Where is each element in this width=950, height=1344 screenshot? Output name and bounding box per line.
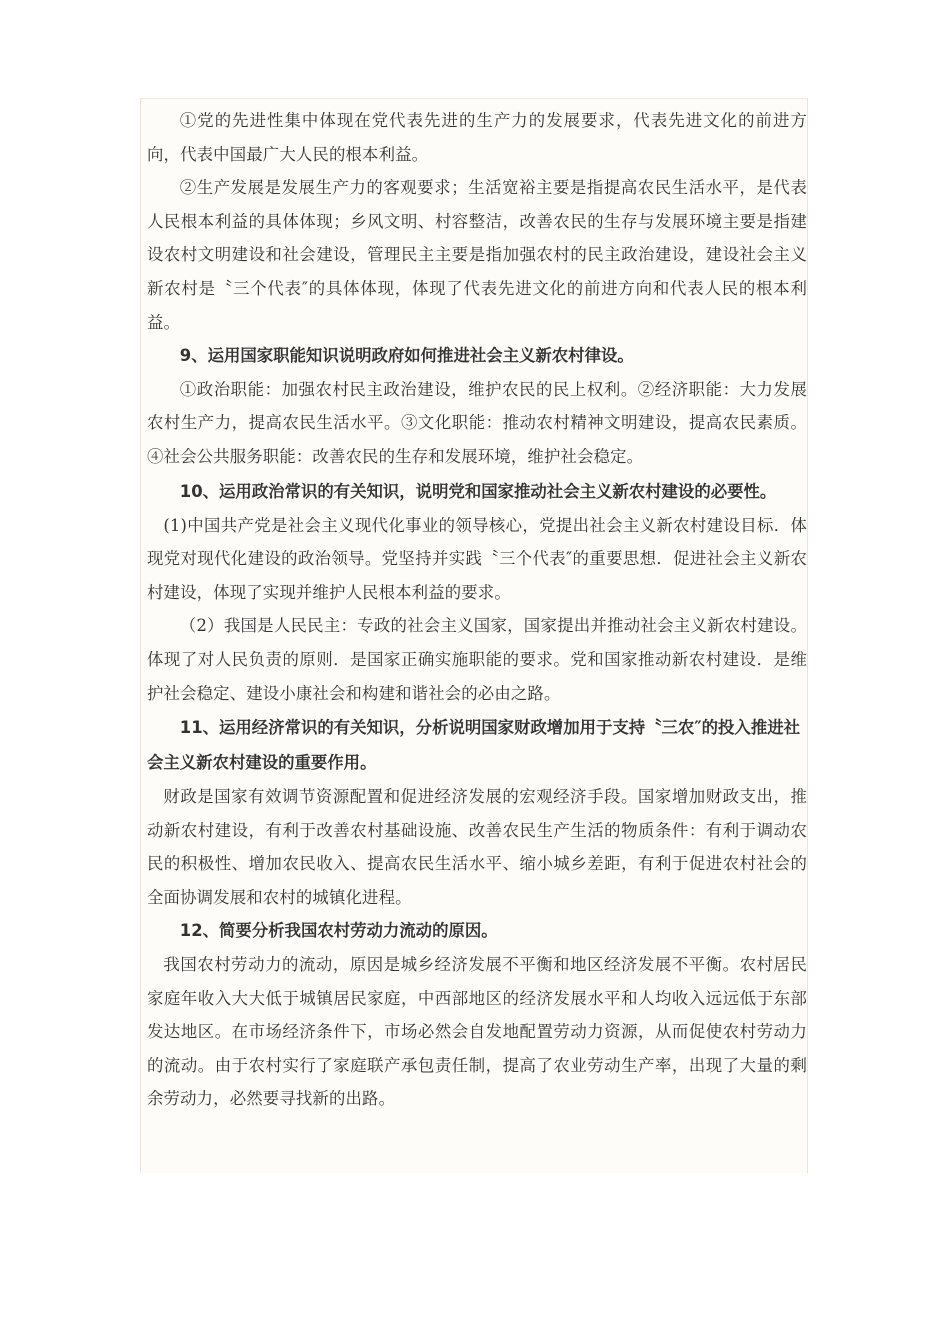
question-11-heading: 11、运用经济常识的有关知识，分析说明国家财政增加用于支持〝三农″的投入推进社会主义新农村建设的重要作用。 — [147, 718, 800, 773]
question-9-heading: 9、运用国家职能知识说明政府如何推进社会主义新农村律设。 — [179, 346, 634, 366]
document-content — [140, 98, 808, 1173]
paragraph-production-development: ②生产发展是发展生产力的客观要求；生活宽裕主要是指提高农民生活水平，是代表人民根本利益的具体体现；乡风文明、村容整洁，改善农民的生存与发展环境主要是指建设农村文明建设和社会建设，管理民主主要是指加强农村的民主政治建设，建设社会主义新农村是〝三个代表″的具体体现，体现了代表先进文化的前进方向和代表人民的根本利益。 — [147, 178, 807, 332]
question-10-heading: 10、运用政治常识的有关知识，说明党和国家推动社会主义新农村建设的必要性。 — [179, 481, 777, 501]
question-12-heading: 12、简要分析我国农村劳动力流动的原因。 — [179, 921, 498, 941]
paragraph-people-democracy: （2）我国是人民民主：专政的社会主义国家，国家提出并推动社会主义新农村建设。体现了对人民负责的原则．是国家正确实施职能的要求。党和国家推动新农村建设．是维护社会稳定、建设小康社会和构建和谐社会的必由之路。 — [147, 616, 807, 703]
paragraph-finance: 财政是国家有效调节资源配置和促进经济发展的宏观经济手段。国家增加财政支出，推动新农村建设，有利于改善农村基础设施、改善农民生产生活的物质条件：有利于调动农民的积极性、增加农民收入、提高农民生活水平、缩小城乡差距，有利于促进农村社会的全面协调发展和农村的城镇化进程。 — [147, 787, 807, 907]
paragraph-communist-party: (1)中国共产党是社会主义现代化事业的领导核心，党提出社会主义新农村建设目标．体现党对现代化建设的政治领导。党坚持并实践〝三个代表″的重要思想．促进社会主义新农村建设，体现了实现并维护人民根本利益的要求。 — [147, 515, 807, 602]
paragraph-state-functions: ①政治职能：加强农村民主政治建设，维护农民的民上权利。②经济职能：大力发展农村生产力，提高农民生活水平。③文化职能：推动农村精神文明建设，提高农民素质。④社会公共服务职能：改善农民的生存和发展环境，维护社会稳定。 — [147, 379, 807, 466]
paragraph-labor-flow: 我国农村劳动力的流动，原因是城乡经济发展不平衡和地区经济发展不平衡。农村居民家庭年收入大大低于城镇居民家庭，中西部地区的经济发展水平和人均收入远远低于东部发达地区。在市场经济条件下，市场必然会自发地配置劳动力资源，从而促使农村劳动力的流动。由于农村实行了家庭联产承包责任制，提高了农业劳动生产率，出现了大量的剩余劳动力，必然要寻找新的出路。 — [147, 955, 807, 1109]
paragraph-party-advancement: ①党的先进性集中体现在党代表先进的生产力的发展要求，代表先进文化的前进方向，代表中国最广大人民的根本利益。 — [147, 111, 807, 164]
